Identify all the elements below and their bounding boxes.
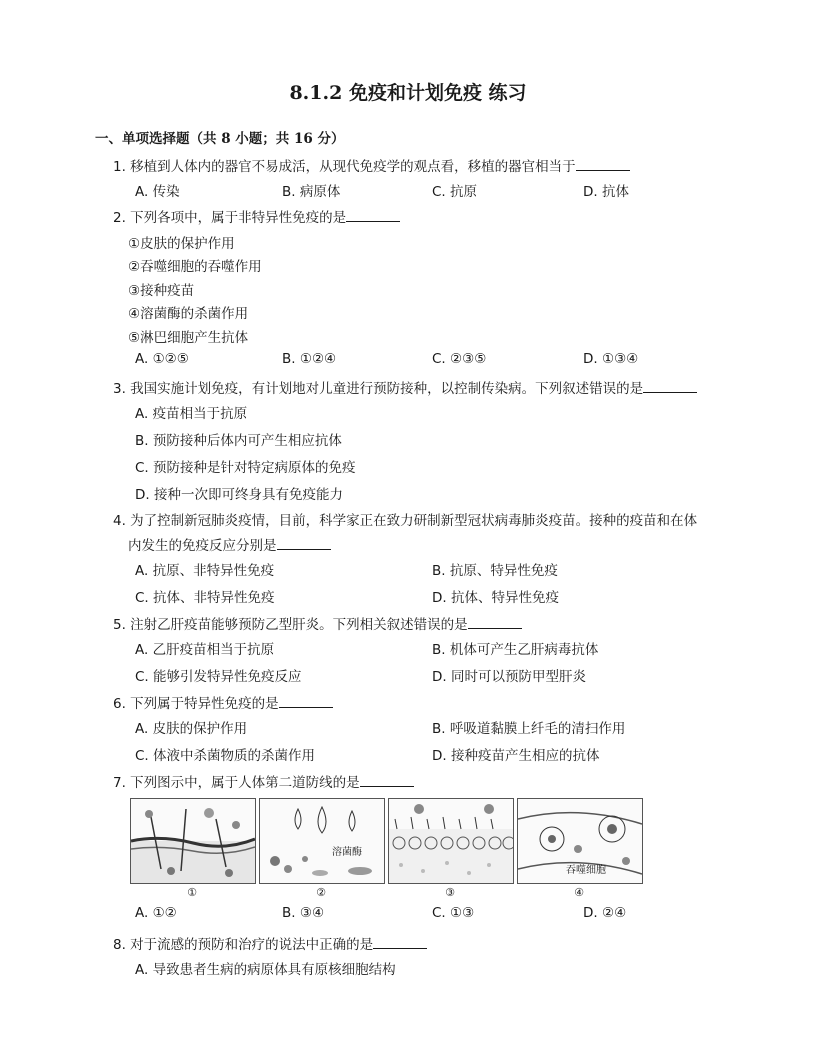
q3-option-a[interactable]: A. 疫苗相当于抗原 <box>135 406 248 422</box>
question-6-text: 6. 下列属于特异性免疫的是 <box>113 696 279 712</box>
q2-option-c[interactable]: C. ②③⑤ <box>432 351 487 367</box>
q8-option-a[interactable]: A. 导致患者生病的病原体具有原核细胞结构 <box>135 962 396 978</box>
q2-item: ①皮肤的保护作用 <box>128 236 235 252</box>
q6-option-d[interactable]: D. 接种疫苗产生相应的抗体 <box>432 748 600 764</box>
question-3 <box>113 378 697 399</box>
q7-option-c[interactable]: C. ①③ <box>432 905 475 921</box>
question-6 <box>113 693 333 714</box>
q6-option-a[interactable]: A. 皮肤的保护作用 <box>135 721 248 737</box>
question-1-text: 1. 移植到人体内的器官不易成活，从现代免疫学的观点看，移植的器官相当于 <box>113 159 576 175</box>
answer-blank[interactable] <box>576 156 630 171</box>
q1-option-c[interactable]: C. 抗原 <box>432 184 478 200</box>
figure-label-3: ③ <box>445 886 455 899</box>
question-3-text: 3. 我国实施计划免疫，有计划地对儿童进行预防接种，以控制传染病。下列叙述错误的是 <box>113 381 644 397</box>
figure-skin-barrier <box>130 798 256 884</box>
question-2-text: 2. 下列各项中，属于非特异性免疫的是 <box>113 210 347 226</box>
q2-item: ②吞噬细胞的吞噬作用 <box>128 259 262 275</box>
q5-option-b[interactable]: B. 机体可产生乙肝病毒抗体 <box>432 642 599 658</box>
question-5-text: 5. 注射乙肝疫苗能够预防乙型肝炎。下列相关叙述错误的是 <box>113 617 468 633</box>
question-5 <box>113 614 522 635</box>
q3-option-c[interactable]: C. 预防接种是针对特定病原体的免疫 <box>135 460 356 476</box>
answer-blank[interactable] <box>360 772 414 787</box>
lysozyme-label: 溶菌酶 <box>332 847 362 858</box>
question-4-cont <box>128 535 331 556</box>
answer-blank[interactable] <box>468 614 522 629</box>
q4-option-a[interactable]: A. 抗原、非特异性免疫 <box>135 563 275 579</box>
figure-lysozyme <box>259 798 385 884</box>
question-1 <box>113 156 630 177</box>
answer-blank[interactable] <box>643 378 697 393</box>
answer-blank[interactable] <box>277 535 331 550</box>
q3-option-b[interactable]: B. 预防接种后体内可产生相应抗体 <box>135 433 342 449</box>
q6-option-b[interactable]: B. 呼吸道黏膜上纤毛的清扫作用 <box>432 721 626 737</box>
q2-option-d[interactable]: D. ①③④ <box>583 351 639 367</box>
question-4 <box>113 511 697 531</box>
q1-option-b[interactable]: B. 病原体 <box>282 184 341 200</box>
figure-label-2: ② <box>316 886 326 899</box>
lysozyme-illustration <box>260 799 384 883</box>
q2-item: ③接种疫苗 <box>128 283 195 299</box>
q2-option-a[interactable]: A. ①②⑤ <box>135 351 189 367</box>
answer-blank[interactable] <box>279 693 333 708</box>
q7-option-d[interactable]: D. ②④ <box>583 905 627 921</box>
question-4-text-cont: 内发生的免疫反应分别是 <box>128 538 277 554</box>
q2-item: ④溶菌酶的杀菌作用 <box>128 306 249 322</box>
figure-label-4: ④ <box>574 886 584 899</box>
answer-blank[interactable] <box>373 934 427 949</box>
q1-option-a[interactable]: A. 传染 <box>135 184 180 200</box>
question-8 <box>113 934 427 955</box>
q2-option-b[interactable]: B. ①②④ <box>282 351 337 367</box>
question-8-text: 8. 对于流感的预防和治疗的说法中正确的是 <box>113 937 374 953</box>
q3-option-d[interactable]: D. 接种一次即可终身具有免疫能力 <box>135 487 343 503</box>
skin-illustration <box>131 799 255 883</box>
q5-option-d[interactable]: D. 同时可以预防甲型肝炎 <box>432 669 586 685</box>
question-2 <box>113 207 400 228</box>
phagocyte-label: 吞噬细胞 <box>566 865 606 876</box>
answer-blank[interactable] <box>346 207 400 222</box>
question-7-text: 7. 下列图示中，属于人体第二道防线的是 <box>113 775 360 791</box>
cilia-illustration <box>389 799 513 883</box>
q5-option-c[interactable]: C. 能够引发特异性免疫反应 <box>135 669 302 685</box>
page-title: 8.1.2 免疫和计划免疫 练习 <box>289 82 527 104</box>
q6-option-c[interactable]: C. 体液中杀菌物质的杀菌作用 <box>135 748 316 764</box>
q4-option-d[interactable]: D. 抗体、特异性免疫 <box>432 590 559 606</box>
q4-option-b[interactable]: B. 抗原、特异性免疫 <box>432 563 558 579</box>
q7-option-b[interactable]: B. ③④ <box>282 905 325 921</box>
question-4-text: 4. 为了控制新冠肺炎疫情，目前，科学家正在致力研制新型冠状病毒肺炎疫苗。接种的疫苗和在体 <box>113 513 698 529</box>
question-7 <box>113 772 414 793</box>
q4-option-c[interactable]: C. 抗体、非特异性免疫 <box>135 590 275 606</box>
figure-cilia <box>388 798 514 884</box>
q7-option-a[interactable]: A. ①② <box>135 905 177 921</box>
section-heading: 一、单项选择题（共 8 小题；共 16 分） <box>95 131 345 147</box>
q2-item: ⑤淋巴细胞产生抗体 <box>128 330 249 346</box>
q5-option-a[interactable]: A. 乙肝疫苗相当于抗原 <box>135 642 275 658</box>
figure-phagocyte <box>517 798 643 884</box>
q1-option-d[interactable]: D. 抗体 <box>583 184 629 200</box>
figure-label-1: ① <box>187 886 197 899</box>
